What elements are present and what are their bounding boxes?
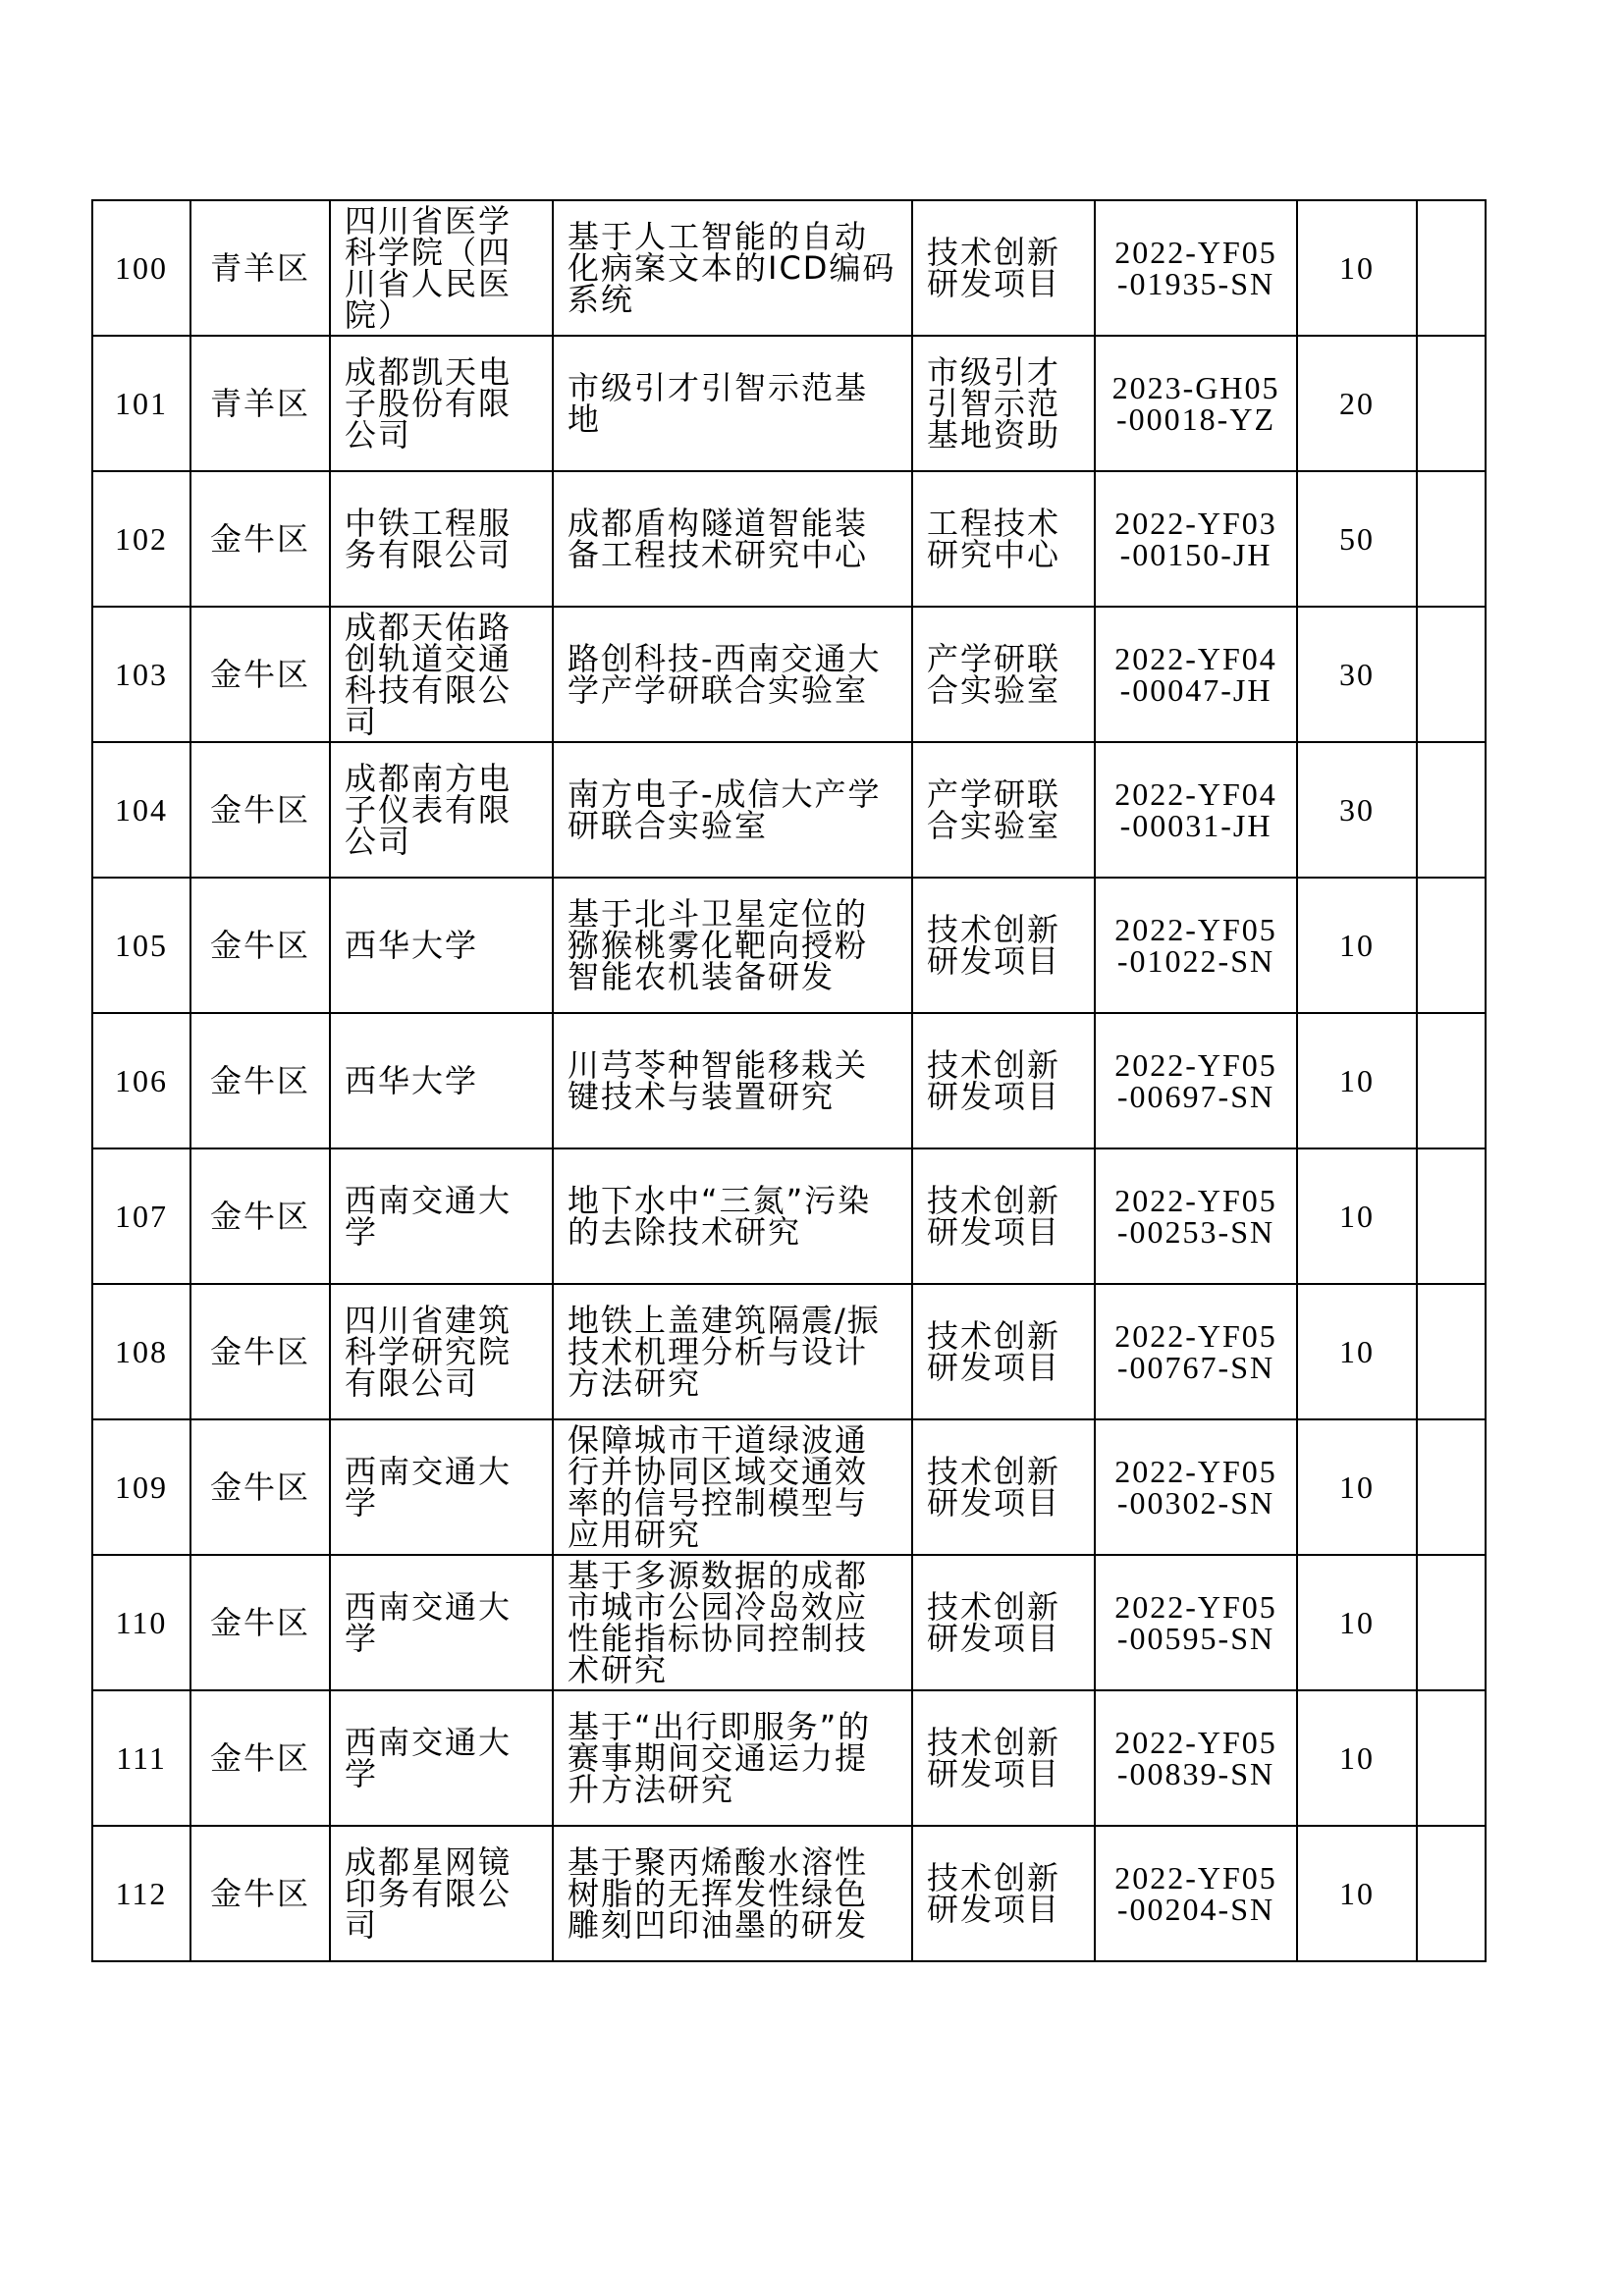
district-cell: 金牛区 (190, 471, 330, 607)
note-cell (1417, 1148, 1486, 1284)
project-table-page (91, 199, 1485, 1962)
row-number: 109 (92, 1419, 190, 1555)
note-cell (1417, 336, 1486, 471)
project-cell: 市级引才引智示范基地 (553, 336, 912, 471)
project-cell: 地下水中“三氮”污染的去除技术研究 (553, 1148, 912, 1284)
table-row (92, 1690, 1486, 1826)
row-number: 104 (92, 742, 190, 878)
table-row (92, 1284, 1486, 1419)
project-cell: 成都盾构隧道智能装备工程技术研究中心 (553, 471, 912, 607)
project-cell: 基于北斗卫星定位的猕猴桃雾化靶向授粉智能农机装备研发 (553, 878, 912, 1013)
note-cell (1417, 200, 1486, 336)
row-number: 101 (92, 336, 190, 471)
project-cell: 地铁上盖建筑隔震/振技术机理分析与设计方法研究 (553, 1284, 912, 1419)
note-cell (1417, 1013, 1486, 1148)
row-number: 106 (92, 1013, 190, 1148)
category-cell: 市级引才引智示范基地资助 (912, 336, 1095, 471)
table-row (92, 1826, 1486, 1961)
unit-cell: 西南交通大学 (330, 1148, 553, 1284)
unit-cell: 西南交通大学 (330, 1419, 553, 1555)
amount-cell: 10 (1297, 878, 1417, 1013)
district-cell: 金牛区 (190, 1555, 330, 1690)
table-row (92, 878, 1486, 1013)
category-cell: 技术创新研发项目 (912, 1419, 1095, 1555)
project-cell: 保障城市干道绿波通行并协同区域交通效率的信号控制模型与应用研究 (553, 1419, 912, 1555)
row-number: 103 (92, 607, 190, 742)
note-cell (1417, 471, 1486, 607)
category-cell: 技术创新研发项目 (912, 200, 1095, 336)
unit-cell: 西南交通大学 (330, 1555, 553, 1690)
project-code-cell: 2022-YF04-00047-JH (1095, 607, 1297, 742)
amount-cell: 10 (1297, 1419, 1417, 1555)
amount-cell: 10 (1297, 1555, 1417, 1690)
row-number: 108 (92, 1284, 190, 1419)
row-number: 112 (92, 1826, 190, 1961)
project-code-cell: 2022-YF05-00839-SN (1095, 1690, 1297, 1826)
table-row (92, 1555, 1486, 1690)
row-number: 105 (92, 878, 190, 1013)
amount-cell: 30 (1297, 607, 1417, 742)
district-cell: 金牛区 (190, 1148, 330, 1284)
category-cell: 技术创新研发项目 (912, 1148, 1095, 1284)
category-cell: 产学研联合实验室 (912, 607, 1095, 742)
project-code-cell: 2022-YF05-01935-SN (1095, 200, 1297, 336)
project-code-cell: 2022-YF05-00767-SN (1095, 1284, 1297, 1419)
note-cell (1417, 1284, 1486, 1419)
project-cell: 川芎苓种智能移栽关键技术与装置研究 (553, 1013, 912, 1148)
category-cell: 技术创新研发项目 (912, 1826, 1095, 1961)
project-table (91, 199, 1487, 1962)
note-cell (1417, 1690, 1486, 1826)
project-code-cell: 2022-YF04-00031-JH (1095, 742, 1297, 878)
unit-cell: 西华大学 (330, 1013, 553, 1148)
project-cell: 路创科技-西南交通大学产学研联合实验室 (553, 607, 912, 742)
table-row (92, 1419, 1486, 1555)
unit-cell: 中铁工程服务有限公司 (330, 471, 553, 607)
project-cell: 基于聚丙烯酸水溶性树脂的无挥发性绿色雕刻凹印油墨的研发 (553, 1826, 912, 1961)
amount-cell: 50 (1297, 471, 1417, 607)
unit-cell: 四川省建筑科学研究院有限公司 (330, 1284, 553, 1419)
amount-cell: 10 (1297, 200, 1417, 336)
note-cell (1417, 1555, 1486, 1690)
category-cell: 技术创新研发项目 (912, 1690, 1095, 1826)
note-cell (1417, 878, 1486, 1013)
district-cell: 金牛区 (190, 1284, 330, 1419)
amount-cell: 10 (1297, 1690, 1417, 1826)
table-body (92, 200, 1486, 1961)
table-row (92, 200, 1486, 336)
district-cell: 青羊区 (190, 200, 330, 336)
unit-cell: 成都南方电子仪表有限公司 (330, 742, 553, 878)
project-code-cell: 2022-YF03-00150-JH (1095, 471, 1297, 607)
unit-cell: 成都天佑路创轨道交通科技有限公司 (330, 607, 553, 742)
district-cell: 青羊区 (190, 336, 330, 471)
project-code-cell: 2023-GH05-00018-YZ (1095, 336, 1297, 471)
category-cell: 技术创新研发项目 (912, 1555, 1095, 1690)
row-number: 111 (92, 1690, 190, 1826)
table-row (92, 471, 1486, 607)
amount-cell: 30 (1297, 742, 1417, 878)
amount-cell: 10 (1297, 1284, 1417, 1419)
amount-cell: 10 (1297, 1148, 1417, 1284)
district-cell: 金牛区 (190, 1013, 330, 1148)
table-row (92, 1013, 1486, 1148)
category-cell: 产学研联合实验室 (912, 742, 1095, 878)
category-cell: 技术创新研发项目 (912, 878, 1095, 1013)
unit-cell: 四川省医学科学院（四川省人民医院） (330, 200, 553, 336)
project-code-cell: 2022-YF05-01022-SN (1095, 878, 1297, 1013)
project-code-cell: 2022-YF05-00595-SN (1095, 1555, 1297, 1690)
table-row (92, 607, 1486, 742)
unit-cell: 成都凯天电子股份有限公司 (330, 336, 553, 471)
project-code-cell: 2022-YF05-00253-SN (1095, 1148, 1297, 1284)
note-cell (1417, 1826, 1486, 1961)
category-cell: 技术创新研发项目 (912, 1284, 1095, 1419)
unit-cell: 成都星网镜印务有限公司 (330, 1826, 553, 1961)
project-code-cell: 2022-YF05-00302-SN (1095, 1419, 1297, 1555)
category-cell: 技术创新研发项目 (912, 1013, 1095, 1148)
category-cell: 工程技术研究中心 (912, 471, 1095, 607)
project-code-cell: 2022-YF05-00697-SN (1095, 1013, 1297, 1148)
unit-cell: 西南交通大学 (330, 1690, 553, 1826)
district-cell: 金牛区 (190, 1690, 330, 1826)
project-cell: 基于“出行即服务”的赛事期间交通运力提升方法研究 (553, 1690, 912, 1826)
row-number: 107 (92, 1148, 190, 1284)
note-cell (1417, 742, 1486, 878)
amount-cell: 10 (1297, 1826, 1417, 1961)
note-cell (1417, 1419, 1486, 1555)
project-cell: 南方电子-成信大产学研联合实验室 (553, 742, 912, 878)
project-cell: 基于人工智能的自动化病案文本的ICD编码系统 (553, 200, 912, 336)
district-cell: 金牛区 (190, 1419, 330, 1555)
row-number: 110 (92, 1555, 190, 1690)
row-number: 102 (92, 471, 190, 607)
table-row (92, 742, 1486, 878)
amount-cell: 10 (1297, 1013, 1417, 1148)
row-number: 100 (92, 200, 190, 336)
table-row (92, 1148, 1486, 1284)
project-code-cell: 2022-YF05-00204-SN (1095, 1826, 1297, 1961)
district-cell: 金牛区 (190, 742, 330, 878)
note-cell (1417, 607, 1486, 742)
project-cell: 基于多源数据的成都市城市公园冷岛效应性能指标协同控制技术研究 (553, 1555, 912, 1690)
district-cell: 金牛区 (190, 1826, 330, 1961)
unit-cell: 西华大学 (330, 878, 553, 1013)
district-cell: 金牛区 (190, 607, 330, 742)
district-cell: 金牛区 (190, 878, 330, 1013)
amount-cell: 20 (1297, 336, 1417, 471)
table-row (92, 336, 1486, 471)
